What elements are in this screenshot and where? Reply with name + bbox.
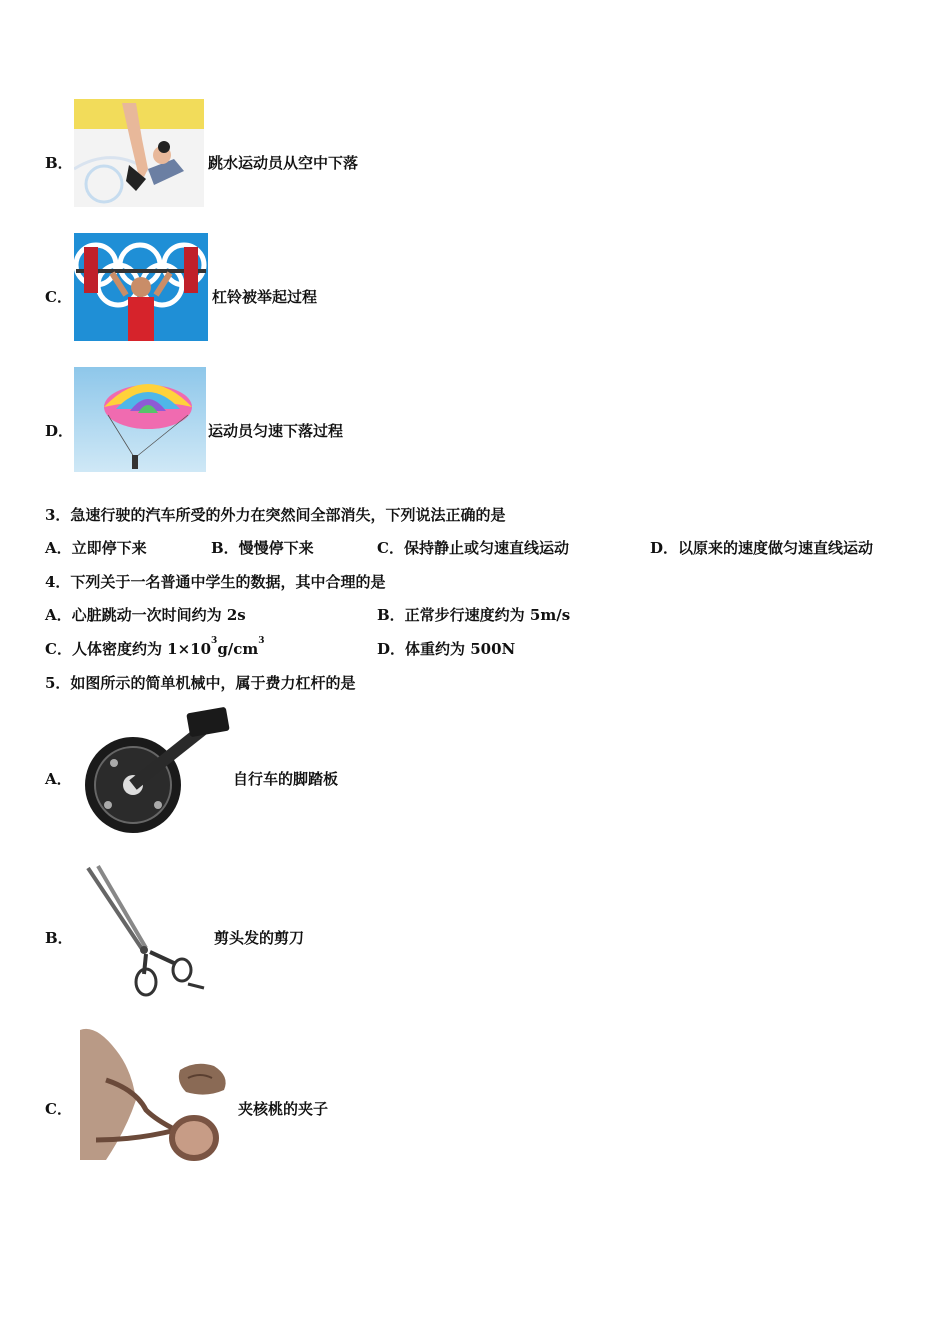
exponent: 3	[211, 636, 218, 646]
question-4-stem: 4．下列关于一名普通中学生的数据，其中合理的是	[45, 573, 386, 591]
q3-option-d: D．以原来的速度做匀速直线运动	[650, 539, 874, 557]
option-text: 运动员匀速下落过程	[208, 422, 344, 440]
option-label: A．	[45, 770, 72, 788]
option-label: B．	[45, 929, 73, 947]
option-label: C．	[45, 1100, 72, 1118]
scissors-image	[84, 864, 208, 1000]
option-label: D．	[45, 422, 74, 440]
q4-option-c-prefix: C．人体密度约为 1×10	[45, 640, 212, 658]
option-text: 自行车的脚踏板	[233, 770, 339, 788]
option-text: 夹核桃的夹子	[238, 1100, 329, 1118]
q4-option-d: D．体重约为 500N	[377, 640, 516, 658]
option-text: 杠铃被举起过程	[212, 288, 318, 306]
option-text: 跳水运动员从空中下落	[208, 154, 359, 172]
question-3-stem: 3．急速行驶的汽车所受的外力在突然间全部消失，下列说法正确的是	[45, 506, 506, 524]
q4-option-b: B．正常步行速度约为 5m/s	[377, 606, 571, 624]
q4-option-c-unit: g/cm	[217, 640, 259, 658]
weightlifter-image	[74, 233, 208, 341]
q3-option-c: C．保持静止或匀速直线运动	[377, 539, 569, 557]
option-label: C．	[45, 288, 72, 306]
parachute-image	[74, 367, 206, 472]
nutcracker-image	[76, 1020, 234, 1168]
q3-option-a: A．立即停下来	[45, 539, 147, 557]
option-text: 剪头发的剪刀	[214, 929, 305, 947]
diver-image	[74, 99, 204, 207]
question-5-stem: 5．如图所示的简单机械中，属于费力杠杆的是	[45, 674, 356, 692]
q4-option-c	[45, 638, 265, 659]
option-label: B．	[45, 154, 73, 172]
exponent: 3	[258, 636, 265, 646]
bicycle-pedal-image	[78, 705, 230, 835]
q3-option-b: B．慢慢停下来	[211, 539, 314, 557]
q4-option-a: A．心脏跳动一次时间约为 2s	[45, 606, 246, 624]
